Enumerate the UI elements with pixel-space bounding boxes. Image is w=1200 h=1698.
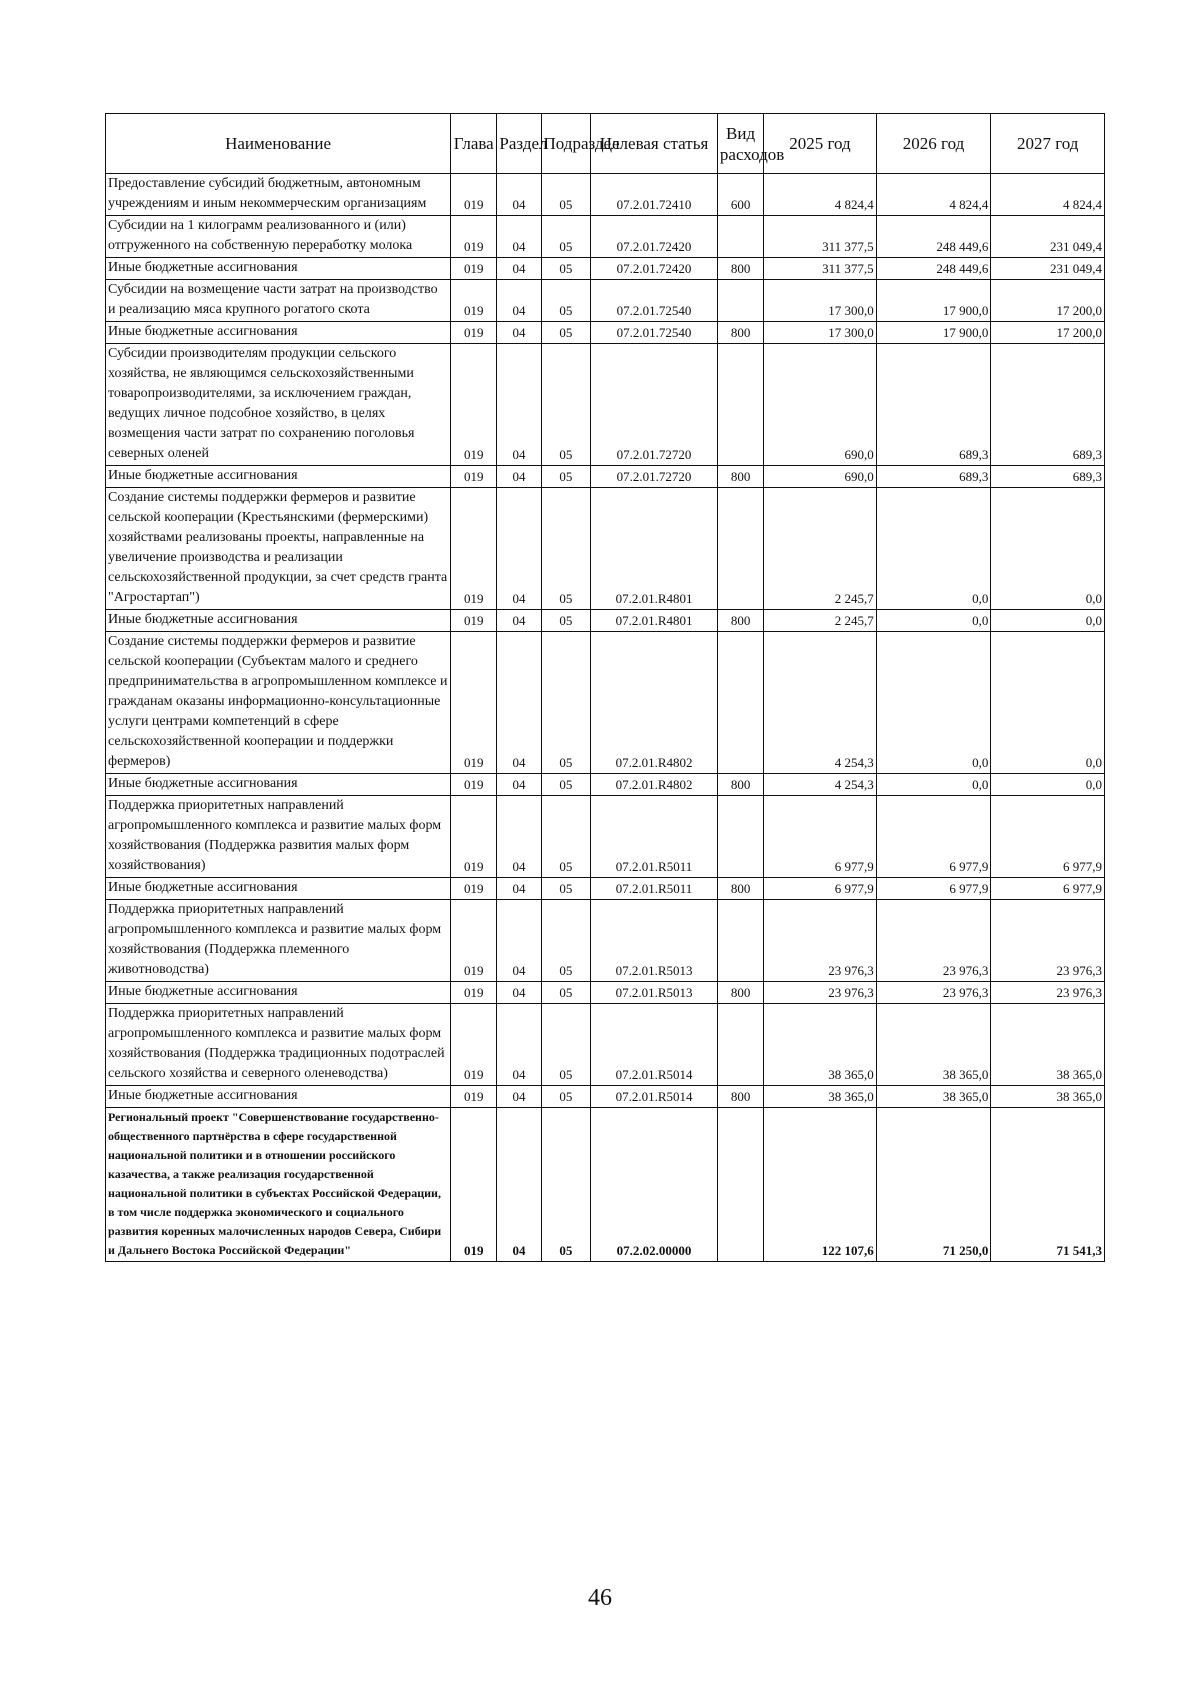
cell-amount-2026: 38 365,0	[876, 1086, 991, 1108]
header-razdel: Раздел	[497, 114, 541, 174]
cell-target-article: 07.2.01.R5013	[591, 982, 718, 1004]
cell-razdel: 04	[497, 280, 541, 322]
cell-amount-2027: 17 200,0	[991, 322, 1105, 344]
cell-target-article: 07.2.02.00000	[591, 1108, 718, 1262]
cell-glava: 019	[451, 774, 497, 796]
cell-amount-2027: 0,0	[991, 632, 1105, 774]
cell-target-article: 07.2.01.R5014	[591, 1004, 718, 1086]
cell-target-article: 07.2.01.R5011	[591, 878, 718, 900]
cell-amount-2026: 689,3	[876, 466, 991, 488]
cell-glava: 019	[451, 900, 497, 982]
cell-name: Иные бюджетные ассигнования	[106, 610, 451, 632]
cell-name: Субсидии на возмещение части затрат на производство и реализацию мяса крупного рогатого скота	[106, 280, 451, 322]
table-body	[106, 174, 1105, 1262]
page-number: 46	[588, 1585, 612, 1611]
cell-razdel: 04	[497, 258, 541, 280]
table-row	[106, 982, 1105, 1004]
cell-glava: 019	[451, 1086, 497, 1108]
cell-name: Иные бюджетные ассигнования	[106, 1086, 451, 1108]
table-row	[106, 878, 1105, 900]
cell-expense-type	[717, 900, 763, 982]
cell-amount-2025: 4 254,3	[764, 632, 876, 774]
cell-amount-2027: 0,0	[991, 610, 1105, 632]
cell-expense-type	[717, 1004, 763, 1086]
cell-amount-2027: 71 541,3	[991, 1108, 1105, 1262]
cell-target-article: 07.2.01.72410	[591, 174, 718, 216]
cell-amount-2026: 6 977,9	[876, 878, 991, 900]
budget-sheet	[105, 113, 1105, 1262]
cell-expense-type: 800	[717, 322, 763, 344]
cell-amount-2026: 0,0	[876, 774, 991, 796]
cell-target-article: 07.2.01.R4802	[591, 774, 718, 796]
table-row	[106, 258, 1105, 280]
table-row	[106, 1108, 1105, 1262]
cell-amount-2027: 38 365,0	[991, 1004, 1105, 1086]
cell-amount-2026: 38 365,0	[876, 1004, 991, 1086]
cell-amount-2026: 71 250,0	[876, 1108, 991, 1262]
cell-podrazdel: 05	[541, 1108, 591, 1262]
cell-expense-type: 800	[717, 258, 763, 280]
header-target-article: Целевая статья	[591, 114, 718, 174]
cell-podrazdel: 05	[541, 466, 591, 488]
cell-glava: 019	[451, 322, 497, 344]
cell-amount-2025: 122 107,6	[764, 1108, 876, 1262]
cell-amount-2025: 17 300,0	[764, 322, 876, 344]
cell-target-article: 07.2.01.72720	[591, 466, 718, 488]
table-row	[106, 1004, 1105, 1086]
cell-amount-2027: 689,3	[991, 466, 1105, 488]
cell-amount-2027: 231 049,4	[991, 216, 1105, 258]
cell-target-article: 07.2.01.72540	[591, 322, 718, 344]
header-glava: Глава	[451, 114, 497, 174]
cell-name: Иные бюджетные ассигнования	[106, 466, 451, 488]
table-row	[106, 1086, 1105, 1108]
cell-razdel: 04	[497, 796, 541, 878]
cell-amount-2026: 248 449,6	[876, 258, 991, 280]
cell-glava: 019	[451, 610, 497, 632]
table-header-row	[106, 114, 1105, 174]
cell-podrazdel: 05	[541, 280, 591, 322]
cell-glava: 019	[451, 632, 497, 774]
cell-podrazdel: 05	[541, 322, 591, 344]
table-row	[106, 900, 1105, 982]
cell-amount-2027: 231 049,4	[991, 258, 1105, 280]
header-year-2027: 2027 год	[991, 114, 1105, 174]
cell-razdel: 04	[497, 488, 541, 610]
cell-expense-type	[717, 280, 763, 322]
cell-name: Субсидии производителям продукции сельского хозяйства, не являющимся сельскохозяйственными товаропроизводителями, за исключением граждан, ведущих личное подсобное хозяйство, в целях возмещения части затрат по сохранению поголовья северных оленей	[106, 344, 451, 466]
cell-amount-2025: 23 976,3	[764, 900, 876, 982]
cell-expense-type	[717, 216, 763, 258]
cell-expense-type	[717, 488, 763, 610]
cell-name: Поддержка приоритетных направлений агропромышленного комплекса и развитие малых форм хозяйствования (Поддержка племенного животноводства)	[106, 900, 451, 982]
cell-glava: 019	[451, 796, 497, 878]
table-row	[106, 280, 1105, 322]
cell-razdel: 04	[497, 610, 541, 632]
table-row	[106, 488, 1105, 610]
cell-target-article: 07.2.01.72540	[591, 280, 718, 322]
cell-expense-type	[717, 632, 763, 774]
cell-razdel: 04	[497, 1004, 541, 1086]
cell-name: Иные бюджетные ассигнования	[106, 878, 451, 900]
table-row	[106, 466, 1105, 488]
cell-expense-type: 800	[717, 982, 763, 1004]
cell-amount-2025: 311 377,5	[764, 258, 876, 280]
cell-amount-2025: 6 977,9	[764, 796, 876, 878]
cell-name: Региональный проект "Совершенствование государственно-общественного партнёрства в сфере государственной национальной политики и в отношении российского казачества, а также реализация государственной национальной политики в субъектах Российской Федерации, в том числе поддержка экономического и социального развития коренных малочисленных народов Севера, Сибири и Дальнего Востока Российской Федерации"	[106, 1108, 451, 1262]
cell-amount-2025: 311 377,5	[764, 216, 876, 258]
cell-expense-type	[717, 344, 763, 466]
cell-name: Иные бюджетные ассигнования	[106, 322, 451, 344]
budget-table	[105, 113, 1105, 1262]
cell-razdel: 04	[497, 216, 541, 258]
cell-target-article: 07.2.01.R5011	[591, 796, 718, 878]
cell-expense-type: 800	[717, 774, 763, 796]
cell-amount-2027: 23 976,3	[991, 982, 1105, 1004]
cell-amount-2025: 690,0	[764, 466, 876, 488]
header-podrazdel: Подраздел	[541, 114, 591, 174]
cell-podrazdel: 05	[541, 488, 591, 610]
cell-podrazdel: 05	[541, 774, 591, 796]
cell-glava: 019	[451, 1004, 497, 1086]
cell-amount-2027: 0,0	[991, 488, 1105, 610]
cell-expense-type: 800	[717, 610, 763, 632]
cell-amount-2027: 6 977,9	[991, 796, 1105, 878]
cell-amount-2027: 23 976,3	[991, 900, 1105, 982]
cell-glava: 019	[451, 1108, 497, 1262]
cell-amount-2026: 248 449,6	[876, 216, 991, 258]
cell-expense-type: 800	[717, 878, 763, 900]
cell-name: Создание системы поддержки фермеров и развитие сельской кооперации (Субъектам малого и среднего предпринимательства в агропромышленном комплексе и гражданам оказаны информационно-консультационные услуги центрами компетенций в сфере сельскохозяйственной кооперации и поддержки фермеров)	[106, 632, 451, 774]
cell-amount-2026: 0,0	[876, 610, 991, 632]
cell-amount-2027: 6 977,9	[991, 878, 1105, 900]
cell-razdel: 04	[497, 344, 541, 466]
table-row	[106, 796, 1105, 878]
cell-target-article: 07.2.01.R4801	[591, 610, 718, 632]
cell-amount-2025: 38 365,0	[764, 1004, 876, 1086]
cell-podrazdel: 05	[541, 610, 591, 632]
cell-glava: 019	[451, 258, 497, 280]
cell-amount-2025: 2 245,7	[764, 488, 876, 610]
cell-name: Создание системы поддержки фермеров и развитие сельской кооперации (Крестьянскими (фермерскими) хозяйствами реализованы проекты, направленные на увеличение производства и реализации сельскохозяйственной продукции, за счет средств гранта "Агростартап")	[106, 488, 451, 610]
cell-amount-2025: 4 824,4	[764, 174, 876, 216]
cell-amount-2026: 0,0	[876, 632, 991, 774]
cell-razdel: 04	[497, 1108, 541, 1262]
cell-razdel: 04	[497, 774, 541, 796]
cell-glava: 019	[451, 466, 497, 488]
table-row	[106, 344, 1105, 466]
cell-amount-2026: 6 977,9	[876, 796, 991, 878]
cell-glava: 019	[451, 216, 497, 258]
header-name: Наименование	[106, 114, 451, 174]
header-year-2026: 2026 год	[876, 114, 991, 174]
cell-amount-2026: 4 824,4	[876, 174, 991, 216]
cell-amount-2025: 17 300,0	[764, 280, 876, 322]
cell-podrazdel: 05	[541, 632, 591, 774]
cell-name: Иные бюджетные ассигнования	[106, 982, 451, 1004]
cell-amount-2027: 38 365,0	[991, 1086, 1105, 1108]
cell-amount-2026: 0,0	[876, 488, 991, 610]
cell-target-article: 07.2.01.R5013	[591, 900, 718, 982]
cell-amount-2027: 4 824,4	[991, 174, 1105, 216]
cell-amount-2026: 17 900,0	[876, 280, 991, 322]
cell-razdel: 04	[497, 632, 541, 774]
cell-name: Предоставление субсидий бюджетным, автономным учреждениям и иным некоммерческим организациям	[106, 174, 451, 216]
cell-razdel: 04	[497, 878, 541, 900]
cell-podrazdel: 05	[541, 258, 591, 280]
cell-glava: 019	[451, 878, 497, 900]
cell-target-article: 07.2.01.72420	[591, 258, 718, 280]
cell-razdel: 04	[497, 466, 541, 488]
cell-podrazdel: 05	[541, 900, 591, 982]
cell-razdel: 04	[497, 982, 541, 1004]
cell-amount-2025: 690,0	[764, 344, 876, 466]
cell-name: Иные бюджетные ассигнования	[106, 774, 451, 796]
cell-podrazdel: 05	[541, 216, 591, 258]
header-year-2025: 2025 год	[764, 114, 876, 174]
cell-podrazdel: 05	[541, 796, 591, 878]
cell-razdel: 04	[497, 900, 541, 982]
cell-amount-2025: 6 977,9	[764, 878, 876, 900]
cell-target-article: 07.2.01.72420	[591, 216, 718, 258]
cell-expense-type: 800	[717, 466, 763, 488]
table-row	[106, 216, 1105, 258]
cell-podrazdel: 05	[541, 878, 591, 900]
table-row	[106, 174, 1105, 216]
cell-name: Иные бюджетные ассигнования	[106, 258, 451, 280]
table-row	[106, 632, 1105, 774]
cell-glava: 019	[451, 174, 497, 216]
cell-amount-2027: 17 200,0	[991, 280, 1105, 322]
cell-expense-type	[717, 1108, 763, 1262]
cell-glava: 019	[451, 280, 497, 322]
cell-name: Поддержка приоритетных направлений агропромышленного комплекса и развитие малых форм хозяйствования (Поддержка развития малых форм хозяйствования)	[106, 796, 451, 878]
cell-amount-2025: 4 254,3	[764, 774, 876, 796]
table-row	[106, 774, 1105, 796]
cell-podrazdel: 05	[541, 174, 591, 216]
cell-amount-2027: 0,0	[991, 774, 1105, 796]
cell-amount-2026: 23 976,3	[876, 982, 991, 1004]
cell-podrazdel: 05	[541, 344, 591, 466]
cell-amount-2026: 23 976,3	[876, 900, 991, 982]
cell-amount-2025: 2 245,7	[764, 610, 876, 632]
cell-expense-type: 600	[717, 174, 763, 216]
header-expense-type: Вид расходов	[717, 114, 763, 174]
cell-glava: 019	[451, 344, 497, 466]
cell-podrazdel: 05	[541, 1086, 591, 1108]
cell-amount-2025: 38 365,0	[764, 1086, 876, 1108]
cell-podrazdel: 05	[541, 982, 591, 1004]
cell-name: Поддержка приоритетных направлений агропромышленного комплекса и развитие малых форм хозяйствования (Поддержка традиционных подотраслей сельского хозяйства и северного оленеводства)	[106, 1004, 451, 1086]
cell-target-article: 07.2.01.R5014	[591, 1086, 718, 1108]
cell-amount-2026: 17 900,0	[876, 322, 991, 344]
cell-expense-type	[717, 796, 763, 878]
table-row	[106, 322, 1105, 344]
cell-glava: 019	[451, 488, 497, 610]
cell-name: Субсидии на 1 килограмм реализованного и (или) отгруженного на собственную переработку молока	[106, 216, 451, 258]
cell-amount-2025: 23 976,3	[764, 982, 876, 1004]
table-row	[106, 610, 1105, 632]
cell-target-article: 07.2.01.72720	[591, 344, 718, 466]
cell-razdel: 04	[497, 1086, 541, 1108]
cell-target-article: 07.2.01.R4801	[591, 488, 718, 610]
cell-glava: 019	[451, 982, 497, 1004]
cell-razdel: 04	[497, 322, 541, 344]
cell-podrazdel: 05	[541, 1004, 591, 1086]
cell-amount-2026: 689,3	[876, 344, 991, 466]
cell-expense-type: 800	[717, 1086, 763, 1108]
cell-target-article: 07.2.01.R4802	[591, 632, 718, 774]
cell-amount-2027: 689,3	[991, 344, 1105, 466]
cell-razdel: 04	[497, 174, 541, 216]
